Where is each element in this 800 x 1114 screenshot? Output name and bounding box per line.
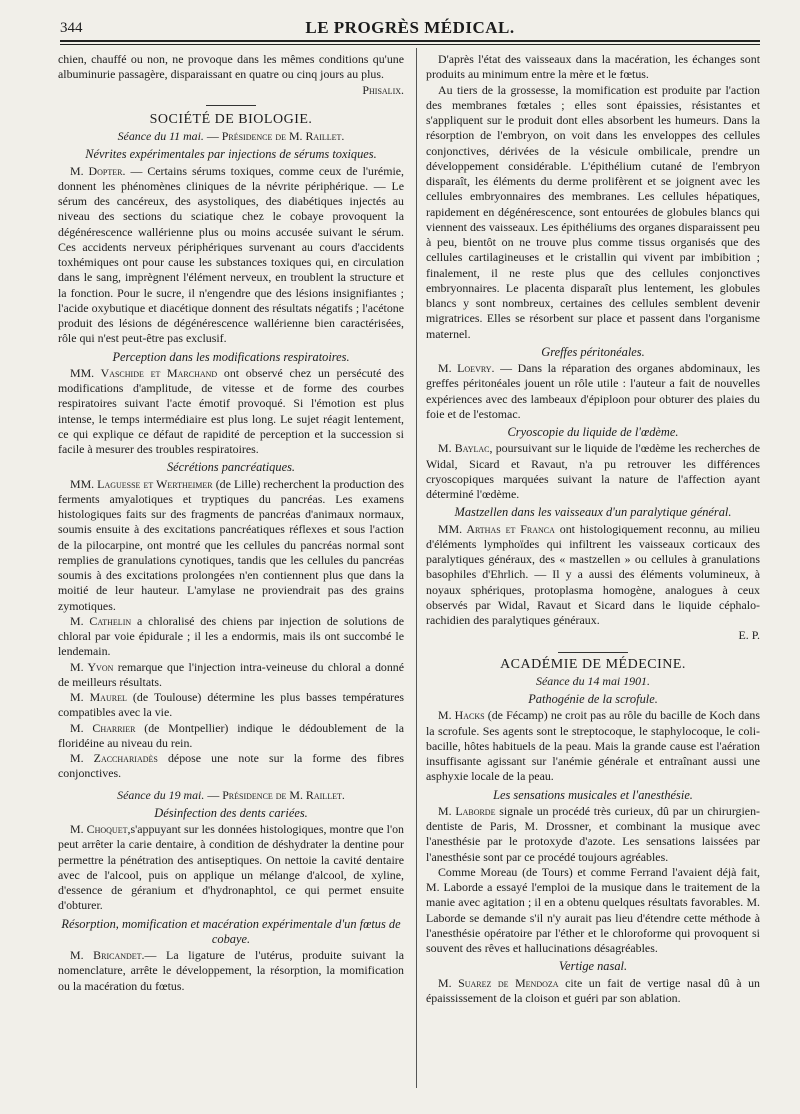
maurel-paragraph: M. Maurel (de Toulouse) détermine les plus basses températures compatibles avec la vie.	[58, 690, 405, 720]
perception-heading: Perception dans les modifications respiratoires.	[112, 349, 350, 364]
secretions-heading: Sécrétions pancréatiques.	[166, 460, 295, 475]
seance-academie: Séance du 14 mai 1901.	[536, 673, 650, 688]
section-separator-2	[558, 652, 628, 653]
arthas-signature: E. P.	[738, 628, 760, 643]
intro-paragraph: chien, chauffé ou non, ne provoque dans les mêmes conditions qu'une albuminurie passagère, disparaissant en quatre ou cinq jours au plus.	[58, 52, 404, 82]
seance-1: Séance du 11 mai. — Présidence de M. Raillet.	[117, 129, 345, 143]
suarez-paragraph: M. Suarez de Mendoza cite un fait de vertige nasal dû à un épaississement de la cloison et guéri par son ablation.	[426, 975, 760, 1005]
mastzellen-heading: Mastzellen dans les vaisseaux d'un paralytique général.	[454, 505, 732, 520]
vertige-heading: Vertige nasal.	[558, 959, 628, 974]
perception-paragraph: MM. Vaschide et Marchand ont observé chez un persécuté des modifications d'amplitude, de vitesse et de forme des courbes respiratoires suivant l'acte émotif provoqué. Si l'émotion est plus intense, le temps intermédiaire est plus long. Le sujet réagit lentement, ce qui explique ce défaut de rapidité de perception et la succession si facile à mesurer des troubles respiratoires.	[58, 365, 405, 456]
hacks-paragraph: M. Hacks (de Fécamp) ne croit pas au rôle du bacille de Koch dans la scrofule. Ses agents sont le streptocoque, le staphylocoque, le coli-bacille, hôtes habituels de la peau. Mais la grande cause est l'aération insuffisante agissant sur l'anémie générale et entraînant aussi une asphyxie locale de la peau.	[426, 708, 760, 784]
loevry-paragraph: M. Loevry. — Dans la réparation des organes abdominaux, les greffes péritonéales jouent un rôle utile : l'auteur a fait de nouvelles expériences avec des lambeaux d'épiploon pour obturer des plaies du foie et de l'estomac.	[426, 361, 760, 421]
journal-title: LE PROGRÈS MÉDICAL.	[305, 18, 515, 37]
header-rule-thin	[60, 44, 760, 45]
zaccharia-paragraph: M. Zacchariadès dépose une note sur la forme des fibres conjonctives.	[58, 751, 404, 781]
yvon-paragraph: M. Yvon remarque que l'injection intra-veineuse du chloral a donné de meilleurs résultats.	[58, 659, 404, 689]
nevrites-paragraph: M. Dopter. — Certains sérums toxiques, comme ceux de l'urémie, donnent les phénomènes cliniques de la névrite périphérique. — Le sérum des cancéreux, des asystoliques, des diabétiques injectés au niveau des sections du sciatique chez le cobaye provoquent la dégénérescence wallérienne plus ou moins accusée suivant le sérum. Ces accidents nerveux périphériques survenant au cours d'accidents toxhémiques ont pour cause les substances toxiques qui, en circulation dans le sang, imprègnent l'élément nerveux, en troublent la structure et la fonction. Pour le sucre, il n'engendre que des lésions insignifiantes ; l'acide oxybutique et diacétique donnent des résultats négatifs ; l'acétone produit des lésions de dégénérescence wallérienne bien caractérisées, rôle qui n'est peut-être pas exclusif.	[58, 163, 404, 346]
secretions-paragraph: MM. Laguesse et Wertheimer (de Lille) recherchent la production des ferments amyalotiques et tryptiques du pancréas. Les examens histologiques faits sur des fragments de pancréas d'animaux normaux, soumis ensuite à des excitations pancréatiques réflexes et sous l'action de la pilocarpine, ont montré que les cellules du pancréas normal sont remplies de granulations cynotiques, tandis que les cellules du pancréas soumis à des excitations prolongées n'en contiennent plus que dans la moitié de leur hauteur. L'amylase ne proviendrait pas des grains zymotiques.	[58, 476, 404, 613]
charrier-paragraph: M. Charrier (de Montpellier) indique le dédoublement de la floridéine au niveau du rein.	[58, 720, 404, 750]
sensations-heading: Les sensations musicales et l'anesthésie.	[493, 787, 693, 802]
momification-paragraph: Au tiers de la grossesse, la momification est produite par l'action des membranes fœtales ; elles sont épaissies, résistantes et s'appliquent sur le produit dont elles absorbent les humeurs. Dans la résorption de l'embryon, on voit dans les enveloppes des cellules conjonctives, dérivées de la vésicule ombilicale, prendre un développement considérable. L'épithélium cutané de l'embryon disparaît, les éléments du derme prolifèrent et se joignent avec les cellules embryonnaires des membranes. Les cellules hépatiques, rapidement en dégénérescence, sont entourées de globules blancs qui viennent des vaisseaux. Les épithéliums des organes disparaissent peu à peu, bientôt on ne trouve plus comme tissus organisés que des cellules cartilagineuses et le cristallin qui vivent par imbibition ; finalement, il ne reste plus que des cellules conjonctives embryonnaires. Le placenta disparaît plus lentement, les globules blancs y sont nombreux, certaines des cellules semblent devenir migratrices. Elles se résorbent sur place et passent dans l'organisme maternel.	[426, 82, 760, 341]
left-column	[58, 52, 404, 994]
column-divider	[416, 48, 417, 1088]
societe-title: SOCIÉTÉ DE BIOLOGIE.	[149, 111, 313, 127]
section-separator	[206, 105, 256, 106]
intro-signature: Phisalix.	[362, 82, 404, 97]
scrofule-heading: Pathogénie de la scrofule.	[528, 692, 658, 706]
right-column	[426, 52, 760, 1006]
page-number: 344	[60, 20, 83, 36]
desinfection-heading: Désinfection des dents cariées.	[154, 805, 308, 820]
bricandet-paragraph: M. Bricandet.— La ligature de l'utérus, produite suivant la nomenclature, arrête le développement, la résorption, la momification ou la macération du fœtus.	[58, 948, 404, 993]
arthas-paragraph: MM. Arthas et Franca ont histologiquement reconnu, au milieu d'éléments lymphoïdes qui infiltrent les vaisseaux corticaux des paralytiques généraux, des « mastzellen » ou cellules à granulations basophiles d'Ehrlich. — Il y a aussi des éléments volumineux, à noyaux sphériques, protoplasma homogène, analogues à ceux observés par Widal, Ravaut et Sicard dans le liquide céphalo-rachidien des paralytiques généraux.	[426, 521, 760, 627]
page-header	[60, 16, 760, 42]
macération-paragraph: D'après l'état des vaisseaux dans la macération, les échanges sont produits au minimum entre la mère et le fœtus.	[426, 52, 760, 82]
moreau-paragraph: Comme Moreau (de Tours) et comme Ferrand l'avaient déjà fait, M. Laborde a essayé l'emploi de la musique dans le traitement de la manie avec agitation ; il en a obtenu quelques résultats favorables. M. Laborde se demande s'il n'y aurait pas lieu d'étendre cette méthode à l'anesthésie opératoire par l'éther et le chloroforme qui provoquent si souvent des rêves et hallucinations désagréables.	[426, 864, 760, 955]
greffes-heading: Greffes péritonéales.	[541, 344, 645, 359]
laborde-paragraph: M. Laborde signale un procédé très curieux, dû par un chirurgien-dentiste de Paris, M. Drossner, et combinant la musique avec l'anesthésie par le protoxyde d'azote. Les sensations laissées par l'anesthésie sont par ce procédé toujours agréables.	[426, 803, 760, 864]
cathelin-paragraph: M. Cathelin a chloralisé des chiens par injection de solutions de chloral par voie épidurale ; il les a endormis, mais ils ont succombé le lendemain.	[58, 613, 405, 659]
header-rule	[60, 40, 760, 42]
baylac-paragraph: M. Baylac, poursuivant sur le liquide de l'œdème les recherches de Widal, Sicard et Ravaut, n'a pu retrouver les différences cryoscopiques marquées suivant la nature de l'affection ayant déterminé l'œdème.	[426, 441, 760, 501]
seance-2: Séance du 19 mai. — Présidence de M. Raillet.	[117, 787, 345, 802]
choquet-paragraph: M. Choquet,s'appuyant sur les données histologiques, montre que l'on peut arrêter la carie dentaire, à condition de déshydrater la dentine pour permettre la pénétration des antiseptiques. On nettoie la cavité dentaire avec de l'alcool, puis on applique un mélange d'alcool, de xyline, d'essence de géranium et d'hydronaphtol, ce qui permet ensuite d'obturer.	[58, 822, 404, 913]
nevrites-heading: Névrites expérimentales par injections de sérums toxiques.	[85, 147, 377, 162]
cryoscopie-heading: Cryoscopie du liquide de l'œdème.	[507, 425, 679, 439]
academie-title: ACADÉMIE DE MÉDECINE.	[500, 656, 686, 672]
resorption-heading: Résorption, momification et macération expérimentale d'un fœtus de cobaye.	[61, 916, 401, 946]
